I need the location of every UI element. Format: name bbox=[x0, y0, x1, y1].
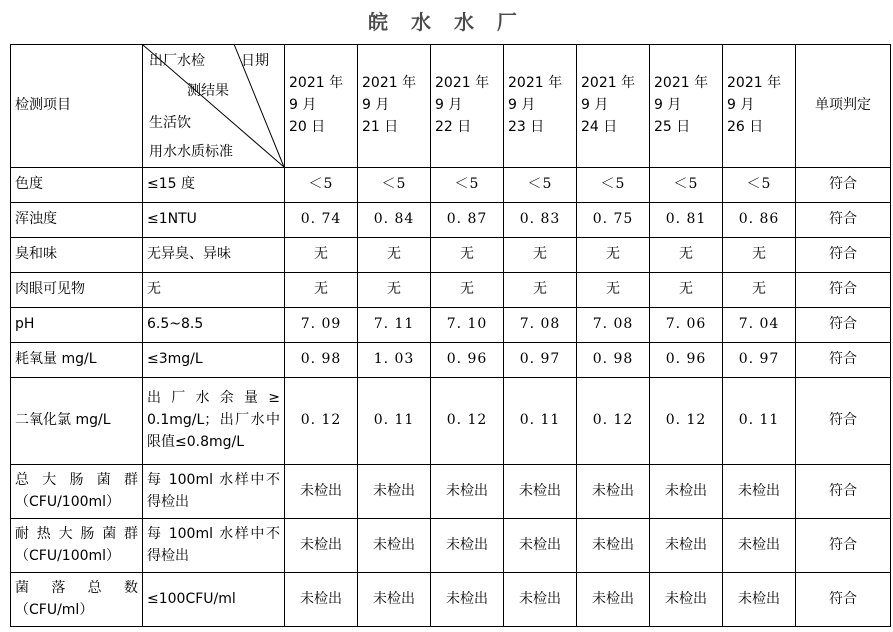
table-row bbox=[11, 308, 891, 343]
table-row bbox=[11, 378, 891, 465]
row-value-day-5: 未检出 bbox=[577, 519, 650, 573]
row-value-day-2: 7. 11 bbox=[358, 308, 431, 343]
row-value-day-4: 0. 83 bbox=[504, 203, 577, 238]
row-value-day-6: ＜5 bbox=[650, 168, 723, 203]
date-header-3: 2021 年 9 月 22 日 bbox=[431, 45, 504, 168]
row-verdict: 符合 bbox=[796, 308, 891, 343]
row-item-label: 二氧化氯 mg/L bbox=[11, 378, 143, 465]
header-diag-bottom2: 用水水质标准 bbox=[149, 144, 233, 160]
row-value-day-3: 未检出 bbox=[431, 573, 504, 627]
row-value-day-6: 0. 12 bbox=[650, 378, 723, 465]
row-value-day-2: 未检出 bbox=[358, 573, 431, 627]
row-value-day-7: 未检出 bbox=[723, 573, 796, 627]
row-value-day-7: 0. 11 bbox=[723, 378, 796, 465]
table-row bbox=[11, 573, 891, 627]
row-standard: 无 bbox=[143, 273, 285, 308]
header-row bbox=[11, 45, 891, 168]
row-item-label: 肉眼可见物 bbox=[11, 273, 143, 308]
table-row bbox=[11, 465, 891, 519]
row-value-day-5: 无 bbox=[577, 273, 650, 308]
row-value-day-6: 未检出 bbox=[650, 465, 723, 519]
row-standard: ≤15 度 bbox=[143, 168, 285, 203]
row-value-day-6: 无 bbox=[650, 238, 723, 273]
row-value-day-5: ＜5 bbox=[577, 168, 650, 203]
row-standard: 出 厂 水 余 量 ≥ 0.1mg/L；出厂水中限值≤0.8mg/L bbox=[143, 378, 285, 465]
table-row bbox=[11, 519, 891, 573]
header-item-label: 检测项目 bbox=[11, 45, 143, 168]
row-verdict: 符合 bbox=[796, 273, 891, 308]
table-row bbox=[11, 343, 891, 378]
row-value-day-5: 无 bbox=[577, 238, 650, 273]
row-value-day-3: ＜5 bbox=[431, 168, 504, 203]
row-standard: 无异臭、异味 bbox=[143, 238, 285, 273]
row-verdict: 符合 bbox=[796, 238, 891, 273]
table-row bbox=[11, 203, 891, 238]
header-diag-top: 出厂水检 bbox=[149, 53, 205, 69]
row-value-day-1: 未检出 bbox=[285, 573, 358, 627]
water-quality-table bbox=[10, 44, 891, 627]
row-value-day-3: 未检出 bbox=[431, 519, 504, 573]
row-value-day-6: 0. 81 bbox=[650, 203, 723, 238]
row-value-day-1: 7. 09 bbox=[285, 308, 358, 343]
row-value-day-4: 0. 97 bbox=[504, 343, 577, 378]
row-value-day-1: 无 bbox=[285, 273, 358, 308]
row-value-day-6: 无 bbox=[650, 273, 723, 308]
page-title: 皖 水 水 厂 bbox=[368, 10, 525, 34]
row-value-day-6: 未检出 bbox=[650, 573, 723, 627]
date-header-5: 2021 年 9 月 24 日 bbox=[577, 45, 650, 168]
header-diag-bottom1: 生活饮 bbox=[149, 115, 191, 131]
row-item-label: 菌落总数 （CFU/ml） bbox=[11, 573, 143, 627]
row-value-day-1: 0. 74 bbox=[285, 203, 358, 238]
row-item-label: 臭和味 bbox=[11, 238, 143, 273]
row-value-day-6: 0. 96 bbox=[650, 343, 723, 378]
row-item-label: 色度 bbox=[11, 168, 143, 203]
row-verdict: 符合 bbox=[796, 168, 891, 203]
row-verdict: 符合 bbox=[796, 465, 891, 519]
row-value-day-2: 未检出 bbox=[358, 519, 431, 573]
row-standard: ≤3mg/L bbox=[143, 343, 285, 378]
date-header-1: 2021 年 9 月 20 日 bbox=[285, 45, 358, 168]
row-value-day-4: 未检出 bbox=[504, 465, 577, 519]
row-value-day-7: 0. 86 bbox=[723, 203, 796, 238]
row-value-day-4: 无 bbox=[504, 273, 577, 308]
row-item-label: 总 大 肠 菌 群 （CFU/100ml） bbox=[11, 465, 143, 519]
header-diag-date: 日期 bbox=[241, 53, 269, 69]
row-value-day-5: 0. 98 bbox=[577, 343, 650, 378]
row-value-day-2: 0. 84 bbox=[358, 203, 431, 238]
row-value-day-7: 0. 97 bbox=[723, 343, 796, 378]
date-header-7: 2021 年 9 月 26 日 bbox=[723, 45, 796, 168]
row-value-day-2: 1. 03 bbox=[358, 343, 431, 378]
row-value-day-4: 未检出 bbox=[504, 519, 577, 573]
row-standard: ≤100CFU/ml bbox=[143, 573, 285, 627]
row-value-day-4: ＜5 bbox=[504, 168, 577, 203]
row-value-day-7: 未检出 bbox=[723, 519, 796, 573]
row-item-label: 耐热大肠菌群 （CFU/100ml） bbox=[11, 519, 143, 573]
row-value-day-1: 未检出 bbox=[285, 465, 358, 519]
row-verdict: 符合 bbox=[796, 378, 891, 465]
row-value-day-7: 未检出 bbox=[723, 465, 796, 519]
row-value-day-7: 7. 04 bbox=[723, 308, 796, 343]
row-verdict: 符合 bbox=[796, 573, 891, 627]
row-value-day-5: 7. 08 bbox=[577, 308, 650, 343]
row-value-day-5: 0. 12 bbox=[577, 378, 650, 465]
row-value-day-3: 0. 87 bbox=[431, 203, 504, 238]
row-value-day-1: 无 bbox=[285, 238, 358, 273]
row-value-day-1: 未检出 bbox=[285, 519, 358, 573]
date-header-6: 2021 年 9 月 25 日 bbox=[650, 45, 723, 168]
row-item-label: 耗氧量 mg/L bbox=[11, 343, 143, 378]
table-row bbox=[11, 238, 891, 273]
row-value-day-7: 无 bbox=[723, 273, 796, 308]
row-value-day-2: 0. 11 bbox=[358, 378, 431, 465]
row-standard: 每 100ml 水样中不得检出 bbox=[143, 465, 285, 519]
row-value-day-3: 未检出 bbox=[431, 465, 504, 519]
row-value-day-5: 0. 75 bbox=[577, 203, 650, 238]
row-value-day-3: 0. 12 bbox=[431, 378, 504, 465]
row-value-day-4: 7. 08 bbox=[504, 308, 577, 343]
header-diagonal-cell bbox=[143, 45, 285, 168]
row-standard: ≤1NTU bbox=[143, 203, 285, 238]
row-value-day-3: 无 bbox=[431, 273, 504, 308]
header-verdict-label: 单项判定 bbox=[796, 45, 891, 168]
row-value-day-4: 未检出 bbox=[504, 573, 577, 627]
row-value-day-2: 未检出 bbox=[358, 465, 431, 519]
row-value-day-3: 7. 10 bbox=[431, 308, 504, 343]
table-row bbox=[11, 273, 891, 308]
row-value-day-5: 未检出 bbox=[577, 465, 650, 519]
row-standard: 6.5~8.5 bbox=[143, 308, 285, 343]
row-verdict: 符合 bbox=[796, 343, 891, 378]
row-value-day-1: 0. 12 bbox=[285, 378, 358, 465]
row-value-day-7: ＜5 bbox=[723, 168, 796, 203]
row-value-day-6: 7. 06 bbox=[650, 308, 723, 343]
row-verdict: 符合 bbox=[796, 203, 891, 238]
row-value-day-7: 无 bbox=[723, 238, 796, 273]
row-value-day-2: 无 bbox=[358, 238, 431, 273]
row-verdict: 符合 bbox=[796, 519, 891, 573]
row-value-day-1: ＜5 bbox=[285, 168, 358, 203]
row-value-day-2: ＜5 bbox=[358, 168, 431, 203]
row-item-label: 浑浊度 bbox=[11, 203, 143, 238]
row-value-day-1: 0. 98 bbox=[285, 343, 358, 378]
row-item-label: pH bbox=[11, 308, 143, 343]
row-value-day-4: 无 bbox=[504, 238, 577, 273]
table-row bbox=[11, 168, 891, 203]
row-value-day-3: 0. 96 bbox=[431, 343, 504, 378]
date-header-4: 2021 年 9 月 23 日 bbox=[504, 45, 577, 168]
header-diag-mid: 测结果 bbox=[187, 83, 229, 99]
date-header-2: 2021 年 9 月 21 日 bbox=[358, 45, 431, 168]
row-value-day-3: 无 bbox=[431, 238, 504, 273]
row-value-day-4: 0. 11 bbox=[504, 378, 577, 465]
row-standard: 每 100ml 水样中不得检出 bbox=[143, 519, 285, 573]
row-value-day-2: 无 bbox=[358, 273, 431, 308]
row-value-day-6: 未检出 bbox=[650, 519, 723, 573]
row-value-day-5: 未检出 bbox=[577, 573, 650, 627]
